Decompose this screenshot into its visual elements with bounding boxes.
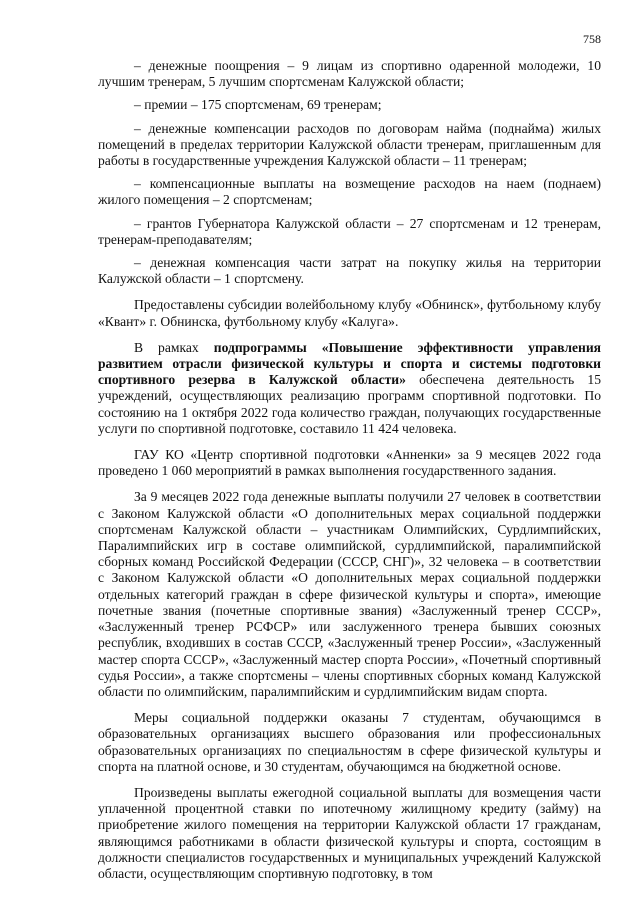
paragraph-annenki-center: ГАУ КО «Центр спортивной подготовки «Анненки» за 9 месяцев 2022 года проведено 1 060 мероприятий в рамках выполнения государственного задания. <box>98 447 601 479</box>
subprogram-title: подпрограммы «Повышение эффективности управления развитием отрасли физической культуры и спорта и системы подготовки спортивного резерва в Калужской области» <box>98 339 601 388</box>
paragraph-club-subsidies: Предоставлены субсидии волейбольному клубу «Обнинск», футбольному клубу «Квант» г. Обнинска, футбольному клубу «Калуга». <box>98 297 601 329</box>
paragraph-housing-compensation: – денежные компенсации расходов по договорам найма (поднайма) жилых помещений в пределах территории Калужской области тренерам, приглашенным для работы в государственные учреждения Калужской области – 11 тренерам; <box>98 120 601 169</box>
page-number: 758 <box>583 32 601 46</box>
paragraph-subprogram <box>98 340 601 437</box>
paragraph-student-support: Меры социальной поддержки оказаны 7 студентам, обучающимся в образовательных организациях высшего образования или профессиональных образовательных организациях по специальностям в сфере физической культуры и спорта на платной основе, и 30 студентам, обучающимся на бюджетной основе. <box>98 710 601 774</box>
paragraph-housing-purchase: – денежная компенсация части затрат на покупку жилья на территории Калужской области – 1 спортсмену. <box>98 255 601 287</box>
paragraph-mortgage-payments: Произведены выплаты ежегодной социальной выплаты для возмещения части уплаченной процентной ставки по ипотечному жилищному кредиту (займу) на приобретение жилого помещения на территории Калужской области 17 гражданам, являющимся работниками в области физической культуры и спорта, состоящим в должности специалистов государственных и муниципальных учреждений Калужской области, осуществляющим спортивную подготовку, в том <box>98 784 601 881</box>
paragraph-cash-payments: За 9 месяцев 2022 года денежные выплаты получили 27 человек в соответствии с Законом Калужской области «О дополнительных мерах социальной поддержки спортсменам Калужской области – участникам Олимпийских, Сурдлимпийских, Паралимпийских игр в составе олимпийской, сурдлимпийской, паралимпийской сборных команд Российской Федерации (СССР, СНГ)», 32 человека – в соответствии с Законом Калужской области «О дополнительных мерах социальной поддержки отдельных категорий граждан в сфере физической культуры и спорта», имеющие почетные звания (почетные спортивные звания) «Заслуженный тренер СССР», «Заслуженный тренер РСФСР» или заслуженного тренера бывших союзных республик, входивших в состав СССР, «Заслуженный тренер России», «Заслуженный мастер спорта СССР», «Заслуженный мастер спорта России», «Почетный спортивный судья России», а также спортсмены – члены спортивных сборных команд Калужской области по олимпийским, паралимпийским и сурдлимпийским видам спорта. <box>98 489 601 699</box>
paragraph-governor-grants: – грантов Губернатора Калужской области – 27 спортсменам и 12 тренерам, тренерам-преподавателям; <box>98 215 601 247</box>
paragraph-prizes: – премии – 175 спортсменам, 69 тренерам; <box>134 97 382 113</box>
subprogram-lead-in: В рамках <box>134 339 214 355</box>
subprogram-details: обеспечена деятельность 15 учреждений, осуществляющих реализацию программ спортивной подготовки. По состоянию на 1 октября 2022 года количество граждан, получающих государственные услуги по спортивной подготовке, составило 11 424 человека. <box>98 372 601 436</box>
document-body <box>98 58 601 889</box>
paragraph-rent-payments: – компенсационные выплаты на возмещение расходов на наем (поднаем) жилого помещения – 2 спортсменам; <box>98 176 601 208</box>
paragraph-awards: – денежные поощрения – 9 лицам из спортивно одаренной молодежи, 10 лучшим тренерам, 5 лучшим спортсменам Калужской области; <box>98 58 601 90</box>
